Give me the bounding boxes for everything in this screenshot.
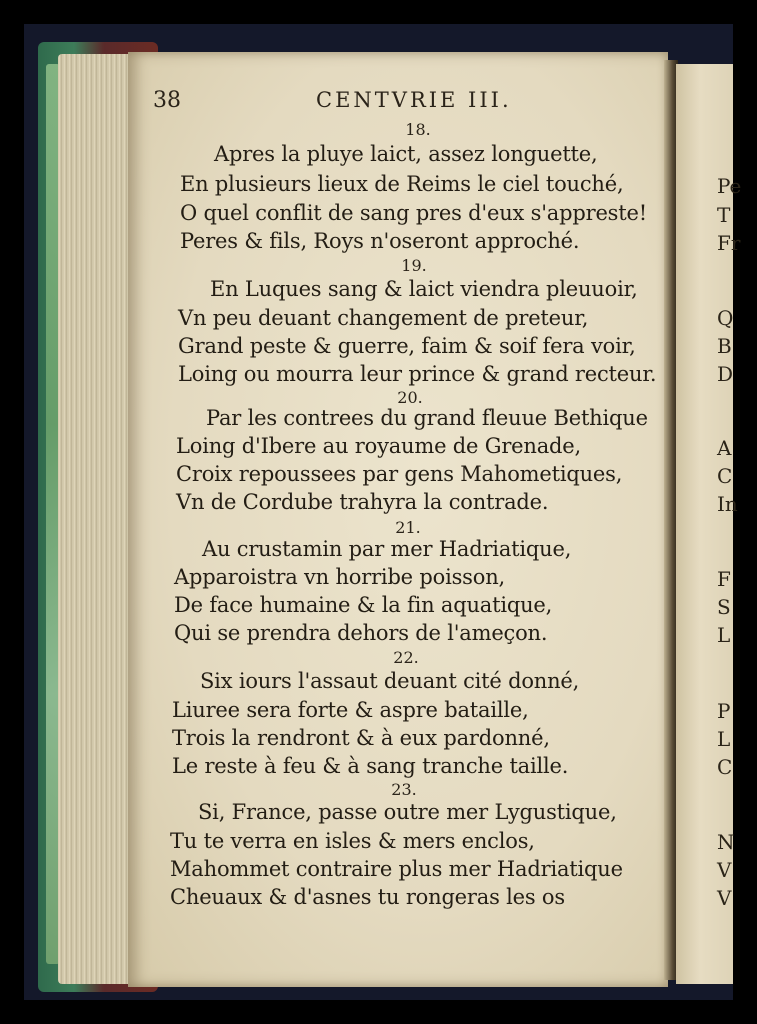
right-page-text: A [717,436,732,460]
stanza-number: 18. [405,120,431,139]
verse-line: O quel conflit de sang pres d'eux s'appreste! [180,201,647,225]
right-page-text: C [717,464,733,488]
verse-line: En plusieurs lieux de Reims le ciel touché, [180,172,624,196]
verse-line: Trois la rendront & à eux pardonné, [172,726,550,750]
right-page-text: S [717,595,731,619]
verse-line: Apparoistra vn horribe poisson, [174,565,505,589]
verse-line: Loing d'Ibere au royaume de Grenade, [176,434,581,458]
right-page-text: L [717,727,731,751]
right-page-text: P [717,699,731,723]
right-page-text: Q [717,306,734,330]
verse-line: Vn de Cordube trahyra la contrade. [176,490,549,514]
right-page-text: C [717,755,733,779]
verse-line: En Luques sang & laict viendra pleuuoir, [210,277,638,301]
verse-line: Liuree sera forte & aspre bataille, [172,698,529,722]
stanza-number: 19. [401,256,427,275]
verse-line: Vn peu deuant changement de preteur, [178,306,589,330]
page-header [153,88,553,118]
stanza-number: 23. [391,780,417,799]
stanza-number: 22. [393,648,419,667]
verse-line: Qui se prendra dehors de l'ameçon. [174,621,548,645]
right-page-text: T [717,203,731,227]
right-page-text: F [717,567,731,591]
right-page-text: V [717,886,732,910]
right-page-text: N [717,830,735,854]
verse-line: Par les contrees du grand fleuue Bethique [206,406,648,430]
right-page-text: Pe [717,174,742,198]
verse-line: Loing ou mourra leur prince & grand recteur. [178,362,657,386]
page-number: 38 [153,88,181,113]
verse-line: Tu te verra en isles & mers enclos, [170,829,535,853]
right-page-text: B [717,334,732,358]
verse-line: Apres la pluye laict, assez longuette, [214,142,598,166]
verse-line: Le reste à feu & à sang tranche taille. [172,754,569,778]
verse-line: Grand peste & guerre, faim & soif fera voir, [178,334,636,358]
verse-line: Au crustamin par mer Hadriatique, [202,537,572,561]
right-page-text: Fr [717,231,741,255]
verse-line: Mahommet contraire plus mer Hadriatique [170,857,623,881]
verse-line: Croix repoussees par gens Mahometiques, [176,462,623,486]
running-head: CENTVRIE III. [316,88,512,112]
verse-line: Peres & fils, Roys n'oseront approché. [180,229,580,253]
right-page-text: V [717,858,732,882]
right-page-text: D [717,362,734,386]
right-page-text: L [717,623,731,647]
right-page-text: In [717,492,738,516]
verse-line: De face humaine & la fin aquatique, [174,593,553,617]
verse-line: Cheuaux & d'asnes tu rongeras les os [170,885,565,909]
verse-line: Six iours l'assaut deuant cité donné, [200,669,580,693]
stanza-number: 21. [395,518,421,537]
verse-line: Si, France, passe outre mer Lygustique, [198,800,617,824]
stanza-number: 20. [397,388,423,407]
